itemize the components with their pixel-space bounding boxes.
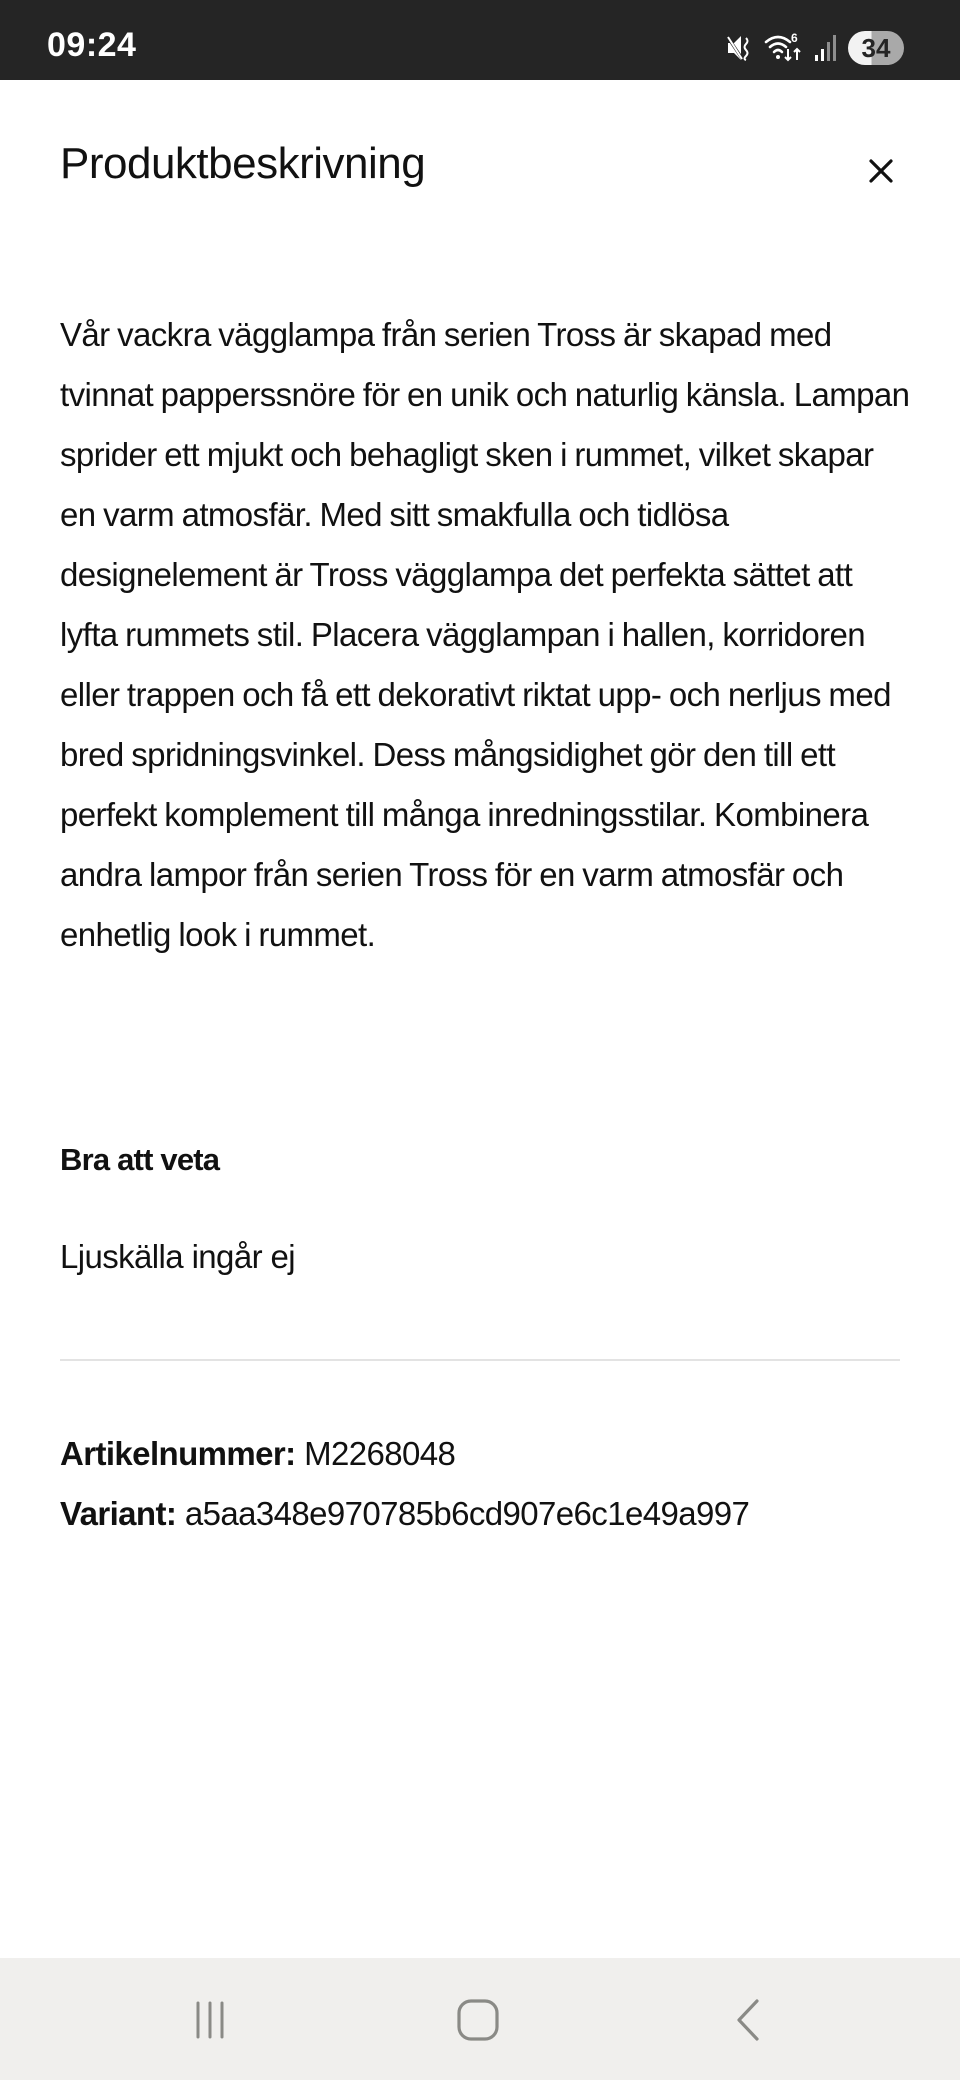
navigation-bar [0, 1958, 960, 2080]
mute-icon [726, 33, 754, 63]
battery-level: 34 [861, 33, 891, 63]
good-to-know-heading: Bra att veta [60, 1142, 220, 1177]
home-button[interactable] [428, 1980, 528, 2060]
divider [60, 1359, 900, 1361]
article-number-value: M2268048 [304, 1435, 456, 1472]
close-button[interactable] [856, 146, 906, 196]
product-description-text: Vår vackra vägglampa från serien Tross är skapad med tvinnat papperssnöre för en unik och naturlig känsla. Lampan sprider ett mjukt och behagligt sken i rummet, vilket skapar en varm atmosfär. Med sitt smakfulla och tidlösa designelement är Tross vägglampa det perfekta sättet att lyfta rummets stil. Placera vägglampan i hallen, korridoren eller trappen och få ett dekorativt riktat upp- och nerljus med bred spridningsvinkel. Dess mångsidighet gör den till ett perfekt komplement till många inredningsstilar. Kombinera andra lampor från serien Tross för en varm atmosfär och enhetlig look i rummet. [60, 316, 910, 953]
close-icon [867, 157, 895, 185]
recents-icon [190, 2000, 230, 2040]
variant-row [60, 1484, 749, 1544]
back-button[interactable] [698, 1980, 798, 2060]
svg-text:6: 6 [791, 32, 798, 45]
wifi-6-icon [764, 32, 804, 64]
sheet-title: Produktbeskrivning [60, 139, 426, 188]
battery-icon [848, 31, 904, 65]
status-bar [0, 0, 960, 80]
status-icons [726, 30, 904, 66]
signal-icon [814, 33, 838, 63]
home-icon [456, 1998, 500, 2042]
variant-label: Variant: [60, 1495, 177, 1532]
article-number-row [60, 1424, 749, 1484]
recents-button[interactable] [160, 1980, 260, 2060]
variant-value: a5aa348e970785b6cd907e6c1e49a997 [184, 1495, 750, 1532]
good-to-know-text: Ljuskälla ingår ej [60, 1238, 296, 1275]
product-description-sheet [0, 80, 960, 1960]
back-icon [733, 1998, 763, 2042]
article-number-label: Artikelnummer: [60, 1435, 296, 1472]
status-time: 09:24 [47, 26, 137, 64]
product-meta [60, 1424, 749, 1544]
